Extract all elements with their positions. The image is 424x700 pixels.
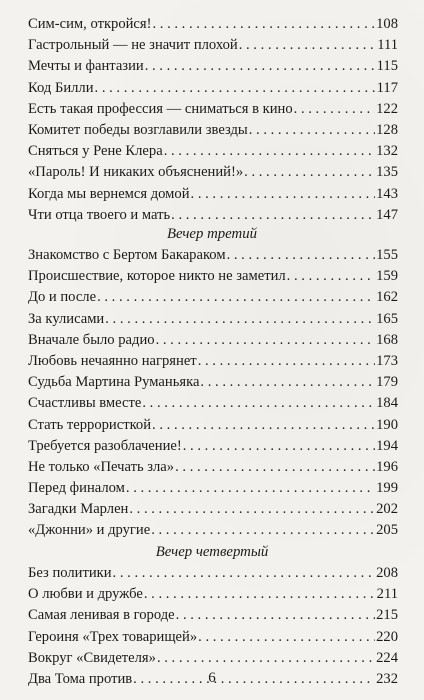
toc-entry[interactable] (28, 184, 398, 205)
toc-entry-title: Происшествие, которое никто не заметил (28, 268, 286, 285)
toc-entry-title: Сняться у Рене Клера (28, 143, 163, 160)
toc-entry[interactable] (28, 205, 398, 226)
toc-entry-page: 173 (376, 352, 398, 369)
toc-entry-title: Счастливы вместе (28, 395, 142, 412)
toc-entry[interactable] (28, 56, 398, 77)
leader-dots (249, 120, 375, 141)
toc-entry-title: Вначале было радио (28, 331, 155, 348)
toc-entry-title: Комитет победы возглавили звезды (28, 121, 248, 138)
leader-dots (156, 330, 376, 351)
toc-entry[interactable] (28, 351, 398, 372)
toc-entry[interactable] (28, 648, 398, 669)
toc-entry-page: 168 (376, 331, 398, 348)
toc-entry-page: 190 (376, 416, 398, 433)
toc-entry-title: «Пароль! И никаких объяснений!» (28, 164, 244, 181)
leader-dots (144, 584, 376, 605)
section-heading: Вечер четвертый (155, 544, 269, 560)
leader-dots (152, 14, 375, 35)
toc-entry-page: 208 (376, 565, 398, 581)
toc-entry[interactable] (28, 563, 398, 584)
toc-entry-page: 108 (376, 16, 398, 32)
toc-entry-title: Два Тома против (28, 670, 133, 687)
leader-dots (152, 415, 375, 436)
toc-section-2 (28, 245, 398, 542)
toc-entry-page: 155 (376, 247, 398, 263)
toc-entry[interactable] (28, 99, 398, 120)
leader-dots (244, 162, 375, 183)
leader-dots (239, 35, 376, 56)
toc-entry-page: 224 (376, 649, 398, 666)
toc-entry-page: 196 (376, 458, 398, 475)
toc-entry-title: Мечты и фантазии (28, 58, 144, 75)
toc-entry[interactable] (28, 245, 398, 266)
toc-entry[interactable] (28, 14, 398, 35)
toc-entry[interactable] (28, 605, 398, 626)
section-heading: Вечер третий (166, 226, 258, 242)
toc-entry-title: Вокруг «Свидетеля» (28, 649, 156, 666)
toc-section-1 (28, 14, 398, 226)
toc-entry-page: 194 (376, 437, 398, 454)
toc-entry-title: Загадки Марлен (28, 501, 129, 518)
toc-entry-page: 184 (376, 395, 398, 412)
toc-entry-title: Любовь нечаянно нагрянет (28, 352, 197, 369)
page-number: 6 (208, 670, 216, 686)
toc-entry-page: 211 (376, 586, 398, 603)
toc-entry[interactable] (28, 141, 398, 162)
toc-entry-page: 143 (376, 185, 398, 202)
toc-entry[interactable] (28, 415, 398, 436)
toc-entry-page: 122 (376, 100, 398, 117)
toc-entry[interactable] (28, 499, 398, 520)
toc-entry-title: Есть такая профессия — сниматься в кино (28, 100, 293, 117)
toc-entry-title: Героиня «Трех товарищей» (28, 628, 198, 645)
toc-entry-title: Не только «Печать зла» (28, 458, 175, 475)
toc-entry-page: 117 (376, 79, 398, 96)
toc-entry-title: Самая ленивая в городе (28, 607, 175, 624)
toc-entry-title: Гастрольный — не значит плохой (28, 37, 238, 54)
leader-dots (227, 245, 376, 266)
leader-dots (142, 393, 375, 414)
toc-entry-title: Стать террористкой (28, 416, 152, 433)
toc-entry-page: 111 (377, 37, 398, 54)
leader-dots (157, 648, 375, 669)
toc-entry[interactable] (28, 162, 398, 183)
leader-dots (183, 436, 375, 457)
toc-entry[interactable] (28, 287, 398, 308)
toc-entry-title: Судьба Мартина Руманьяка (28, 374, 200, 391)
toc-entry[interactable] (28, 393, 398, 414)
toc-entry-page: 205 (376, 522, 398, 539)
toc-entry-title: До и после (28, 289, 97, 306)
toc-entry[interactable] (28, 457, 398, 478)
toc-entry[interactable] (28, 478, 398, 499)
leader-dots (198, 351, 375, 372)
toc-entry-page: 232 (376, 670, 398, 687)
toc-entry[interactable] (28, 627, 398, 648)
toc-entry-page: 135 (376, 164, 398, 181)
leader-dots (294, 99, 375, 120)
leader-dots (151, 520, 375, 541)
leader-dots (126, 478, 375, 499)
toc-entry[interactable] (28, 520, 398, 541)
leader-dots (287, 266, 375, 287)
toc-entry-page: 159 (376, 268, 398, 285)
leader-dots (176, 605, 375, 626)
toc-entry-title: Код Билли (28, 79, 94, 96)
toc-entry[interactable] (28, 266, 398, 287)
toc-entry-title: Без политики (28, 565, 112, 581)
leader-dots (129, 499, 375, 520)
toc-entry-title: Знакомство с Бертом Бакараком (28, 247, 226, 263)
toc-entry[interactable] (28, 35, 398, 56)
toc-entry[interactable] (28, 584, 398, 605)
toc-entry-page: 179 (376, 374, 398, 391)
toc-entry-page: 115 (376, 58, 398, 75)
toc-entry-title: «Джонни» и другие (28, 522, 151, 539)
toc-entry-page: 162 (376, 289, 398, 306)
toc-entry[interactable] (28, 372, 398, 393)
leader-dots (198, 627, 375, 648)
toc-entry-page: 199 (376, 480, 398, 497)
toc-entry-page: 132 (376, 143, 398, 160)
leader-dots (145, 56, 376, 77)
leader-dots (175, 457, 375, 478)
leader-dots (97, 287, 375, 308)
leader-dots (95, 78, 376, 99)
toc-entry-page: 202 (376, 501, 398, 518)
toc-entry-title: За кулисами (28, 310, 105, 327)
toc-entry-page: 165 (376, 310, 398, 327)
toc-entry[interactable] (28, 309, 398, 330)
toc-entry-title: Чти отца твоего и мать (28, 206, 171, 223)
leader-dots (191, 184, 376, 205)
leader-dots (164, 141, 375, 162)
toc-entry-page: 215 (376, 607, 398, 624)
toc-entry[interactable] (28, 78, 398, 99)
toc-entry[interactable] (28, 436, 398, 457)
leader-dots (200, 372, 375, 393)
toc-entry[interactable] (28, 330, 398, 351)
toc-entry-title: Сим-сим, откройся! (28, 16, 152, 32)
toc-entry-title: Перед финалом (28, 480, 125, 497)
toc-entry-title: Требуется разоблачение! (28, 437, 182, 454)
toc-entry[interactable] (28, 120, 398, 141)
leader-dots (113, 563, 376, 584)
toc-entry-page: 147 (376, 206, 398, 223)
toc-entry-page: 220 (376, 628, 398, 645)
leader-dots (171, 205, 375, 226)
leader-dots (105, 309, 375, 330)
toc-entry-title: Когда мы вернемся домой (28, 185, 190, 202)
toc-entry-title: О любви и дружбе (28, 586, 143, 603)
toc-entry-page: 128 (376, 121, 398, 138)
